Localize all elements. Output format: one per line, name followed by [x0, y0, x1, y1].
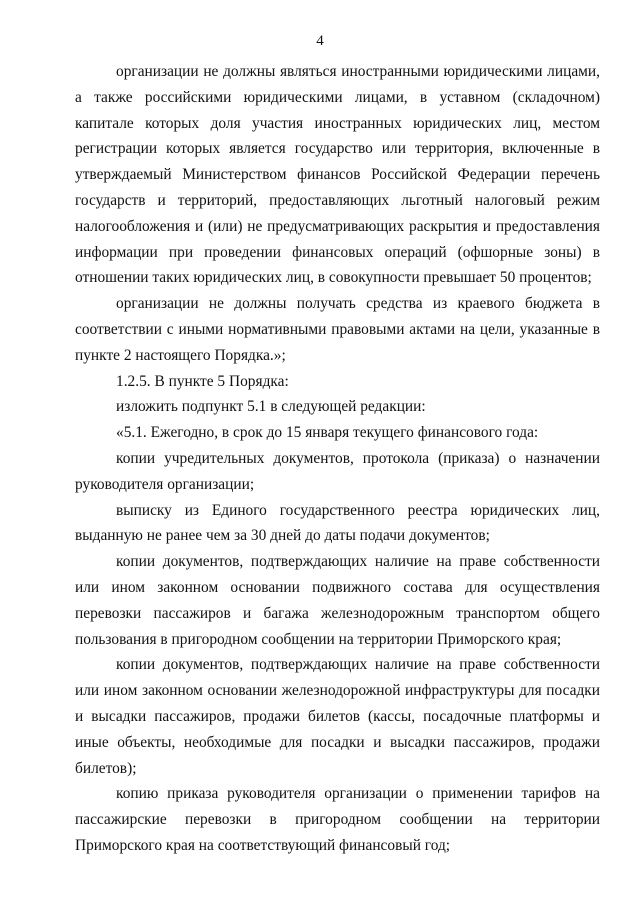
- paragraph-offshore-restriction: организации не должны являться иностранными юридическими лицами, а также российскими юридическими лицами, в уставном (складочном) капитале которых доля участия иностранных юридических лиц, местом регистрации которых является государство или территория, включенные в утверждаемый Министерством финансов Российской Федерации перечень государств и территорий, предоставляющих льготный налоговый режим налогообложения и (или) не предусматривающих раскрытия и предоставления информации при проведении финансовых операций (офшорные зоны) в отношении таких юридических лиц, в совокупности превышает 50 процентов;: [75, 63, 600, 287]
- paragraph-tariff-order: копию приказа руководителя организации о применении тарифов на пассажирские перевозки в пригородном сообщении на территории Приморского края на соответствующий финансовый год;: [75, 785, 600, 854]
- paragraph-budget-funds-restriction: организации не должны получать средства из краевого бюджета в соответствии с иными нормативными правовыми актами на цели, указанные в пункте 2 настоящего Порядка.»;: [75, 295, 600, 364]
- paragraph-item-1-2-5: 1.2.5. В пункте 5 Порядка:: [116, 372, 289, 390]
- document-body: [75, 59, 600, 859]
- paragraph-rolling-stock-documents: копии документов, подтверждающих наличие на праве собственности или ином законном основании подвижного состава для осуществления перевозки пассажиров и багажа железнодорожным транспортом общего пользования в пригородном сообщении на территории Приморского края;: [75, 553, 600, 648]
- paragraph-subpoint-edit: изложить подпункт 5.1 в следующей редакции:: [116, 398, 426, 416]
- paragraph-registry-extract: выписку из Единого государственного реестра юридических лиц, выданную не ранее чем за 30 дней до даты подачи документов;: [75, 501, 600, 545]
- page-number: 4: [316, 33, 324, 49]
- paragraph-subpoint-5-1: «5.1. Ежегодно, в срок до 15 января текущего финансового года:: [116, 424, 539, 442]
- paragraph-founding-documents: копии учредительных документов, протокола (приказа) о назначении руководителя организации;: [75, 449, 600, 493]
- paragraph-infrastructure-documents: копии документов, подтверждающих наличие на праве собственности или ином законном основании железнодорожной инфраструктуры для посадки и высадки пассажиров, продажи билетов (кассы, посадочные платформы и иные объекты, необходимые для посадки и высадки пассажиров, продажи билетов);: [75, 656, 600, 777]
